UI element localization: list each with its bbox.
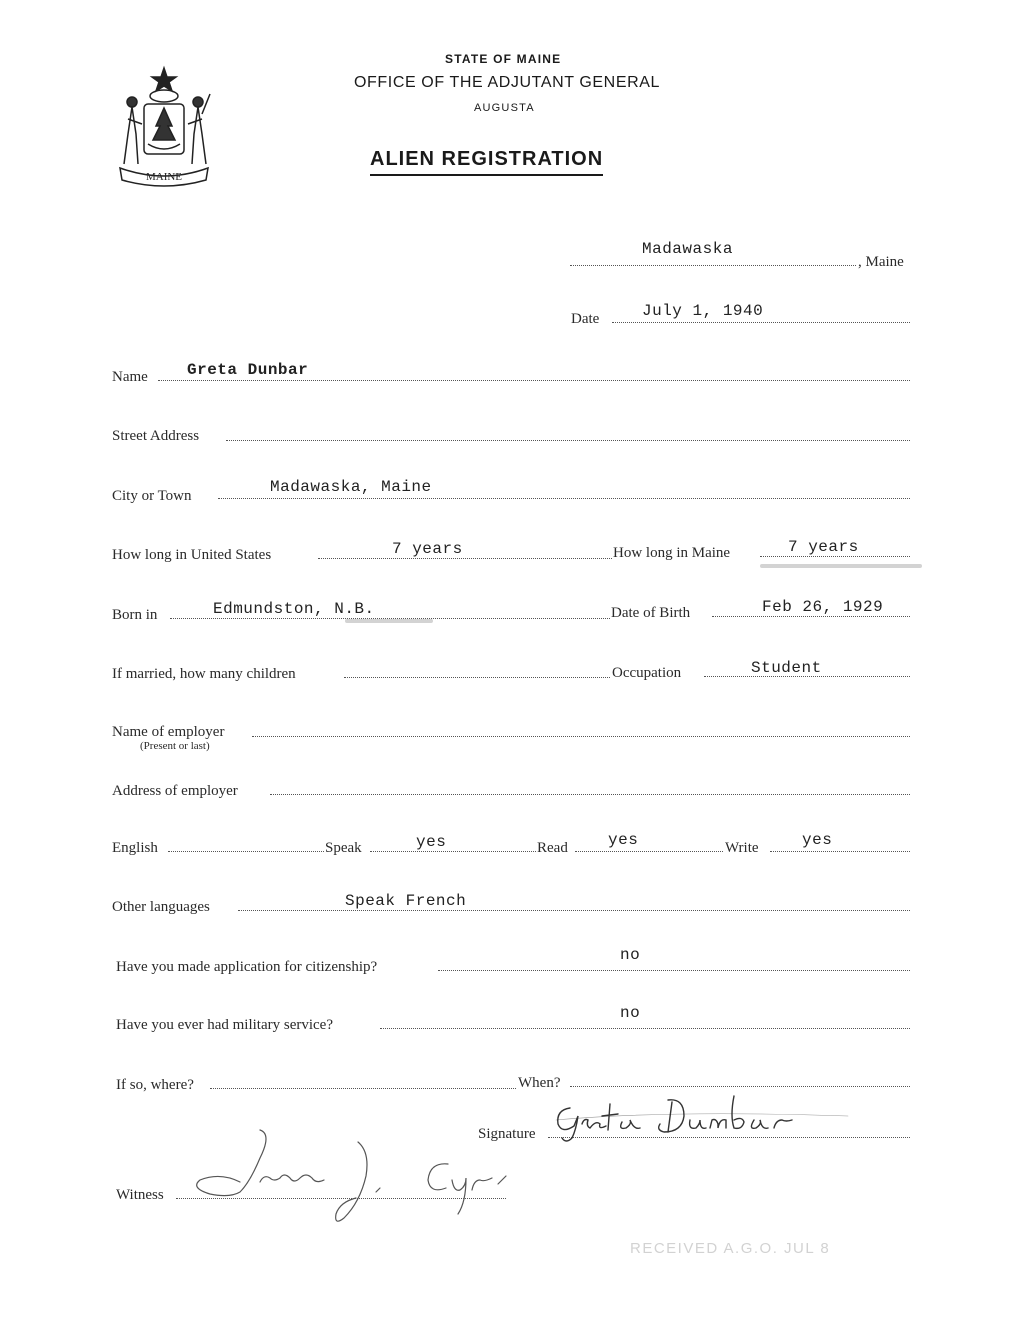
city-value: Madawaska, Maine <box>270 478 432 496</box>
married-children-line <box>344 677 610 678</box>
dob-label: Date of Birth <box>611 605 691 621</box>
read-value: yes <box>608 831 639 849</box>
name-line <box>158 380 910 381</box>
born-in-value: Edmundston, N.B. <box>213 600 375 618</box>
speak-line <box>370 851 536 852</box>
employer-name-label: Name of employer <box>112 724 225 740</box>
occupation-value: Student <box>751 659 822 677</box>
pencil-mark <box>345 619 433 623</box>
employer-name-line <box>252 736 910 737</box>
how-long-us-label: How long in United States <box>112 547 272 563</box>
how-long-maine-value: 7 years <box>788 538 859 556</box>
how-long-maine-label: How long in Maine <box>613 545 731 561</box>
write-value: yes <box>802 831 833 849</box>
military-value: no <box>620 1004 641 1022</box>
born-in-label: Born in <box>112 607 158 623</box>
pencil-mark <box>760 564 922 568</box>
english-label: English <box>112 840 158 856</box>
name-label: Name <box>112 369 148 385</box>
military-line <box>380 1028 910 1029</box>
where-label: If so, where? <box>116 1077 194 1093</box>
date-line <box>612 322 910 323</box>
location-suffix: , Maine <box>858 254 904 270</box>
header-city: AUGUSTA <box>474 102 535 114</box>
other-languages-line <box>238 910 910 911</box>
married-children-label: If married, how many children <box>112 666 296 682</box>
received-stamp: RECEIVED A.G.O. JUL 8 <box>630 1240 831 1257</box>
witness-signature <box>180 1122 520 1232</box>
date-label: Date <box>571 311 600 327</box>
street-line <box>226 440 910 441</box>
when-label: When? <box>518 1075 561 1091</box>
name-value: Greta Dunbar <box>187 361 309 379</box>
location-town: Madawaska <box>642 240 733 258</box>
speak-label: Speak <box>325 840 362 856</box>
citizenship-value: no <box>620 946 641 964</box>
city-line <box>218 498 910 499</box>
dob-line <box>712 616 910 617</box>
military-label: Have you ever had military service? <box>116 1017 333 1033</box>
signature-handwriting <box>548 1090 868 1150</box>
employer-note: (Present or last) <box>140 740 210 752</box>
state-seal-icon <box>110 64 218 190</box>
witness-label: Witness <box>116 1187 164 1203</box>
read-line <box>575 851 723 852</box>
when-line <box>570 1086 910 1087</box>
how-long-us-line <box>318 558 612 559</box>
how-long-us-value: 7 years <box>392 540 463 558</box>
other-languages-value: Speak French <box>345 892 467 910</box>
where-line <box>210 1088 516 1089</box>
write-label: Write <box>725 840 759 856</box>
employer-address-label: Address of employer <box>112 783 238 799</box>
citizenship-label: Have you made application for citizenship? <box>116 959 378 975</box>
read-label: Read <box>537 840 568 856</box>
header-state: STATE OF MAINE <box>445 52 562 66</box>
occupation-label: Occupation <box>612 665 682 681</box>
english-line <box>168 851 324 852</box>
speak-value: yes <box>416 833 447 851</box>
dob-value: Feb 26, 1929 <box>762 598 884 616</box>
street-label: Street Address <box>112 428 200 444</box>
date-value: July 1, 1940 <box>642 302 764 320</box>
seal-text: MAINE <box>145 171 183 183</box>
how-long-maine-line <box>760 556 910 557</box>
employer-address-line <box>270 794 910 795</box>
page-title: ALIEN REGISTRATION <box>370 148 603 176</box>
location-line <box>570 265 856 266</box>
header-office: OFFICE OF THE ADJUTANT GENERAL <box>354 74 661 91</box>
other-languages-label: Other languages <box>112 899 210 915</box>
signature-label: Signature <box>478 1126 536 1142</box>
citizenship-line <box>438 970 910 971</box>
write-line <box>770 851 910 852</box>
city-label: City or Town <box>112 488 192 504</box>
